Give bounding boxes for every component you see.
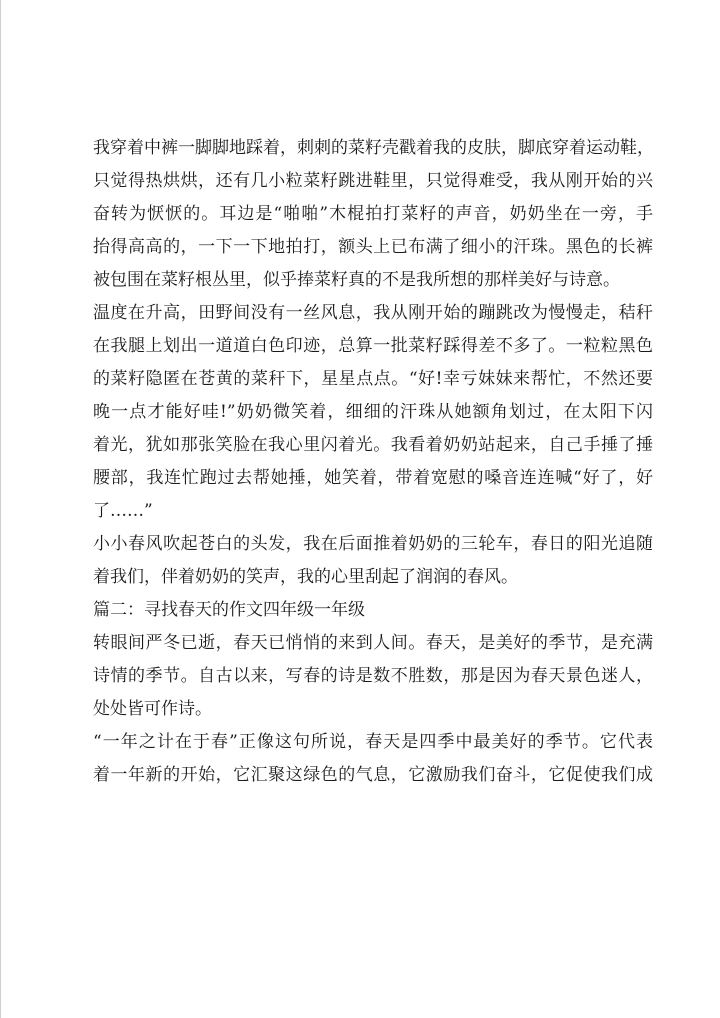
text-line: “一年之计在于春”正像这句所说，春天是四季中最美好的季节。它代表 (93, 732, 653, 752)
document-body (93, 132, 653, 792)
text-line: 处处皆可作诗。 (93, 699, 212, 719)
text-line: 的菜籽隐匿在苍黄的菜秆下，星星点点。“好!幸亏妹妹来帮忙，不然还要 (93, 369, 653, 389)
text-line: 着一年新的开始，它汇聚这绿色的气息，它激励我们奋斗，它促使我们成 (93, 765, 653, 785)
section-title: 篇二：寻找春天的作文四年级一年级 (93, 600, 365, 620)
text-line: 只觉得热烘烘，还有几小粒菜籽跳进鞋里，只觉得难受，我从刚开始的兴 (93, 171, 653, 191)
paragraph-rising-temperature (93, 297, 653, 528)
text-line: 小小春风吹起苍白的头发，我在后面推着奶奶的三轮车，春日的阳光追随 (93, 534, 653, 554)
text-line: 在我腿上划出一道道白色印迹，总算一批菜籽踩得差不多了。一粒粒黑色 (93, 336, 653, 356)
section-heading (93, 594, 653, 627)
text-line: 着我们，伴着奶奶的笑声，我的心里刮起了润润的春风。 (93, 567, 518, 587)
text-line: 着光，犹如那张笑脸在我心里闪着光。我看着奶奶站起来，自己手捶了捶 (93, 435, 653, 455)
paragraph-spring-arrives (93, 627, 653, 726)
paragraph-year-plan (93, 726, 653, 792)
text-line: 抬得高高的，一下一下地拍打，额头上已布满了细小的汗珠。黑色的长裤 (93, 237, 653, 257)
paragraph-treading-rapeseed (93, 132, 653, 297)
text-line: 被包围在菜籽根丛里，似乎捧菜籽真的不是我所想的那样美好与诗意。 (93, 270, 620, 290)
text-line: 温度在升高，田野间没有一丝风息，我从刚开始的蹦跳改为慢慢走，秸秆 (93, 303, 653, 323)
text-line: 转眼间严冬已逝，春天已悄悄的来到人间。春天，是美好的季节，是充满 (93, 633, 653, 653)
text-line: 腰部，我连忙跑过去帮她捶，她笑着，带着宽慰的嗓音连连喊“好了，好 (93, 468, 653, 488)
text-line: 诗情的季节。自古以来，写春的诗是数不胜数，那是因为春天景色迷人， (93, 666, 653, 686)
text-line: 晚一点才能好哇!”奶奶微笑着，细细的汗珠从她额角划过，在太阳下闪 (93, 402, 653, 422)
text-line: 我穿着中裤一脚脚地踩着，刺刺的菜籽壳戳着我的皮肤，脚底穿着运动鞋， (93, 138, 654, 158)
text-line: 了……” (93, 501, 153, 521)
paragraph-spring-breeze (93, 528, 653, 594)
text-line: 奋转为恹恹的。耳边是“啪啪”木棍拍打菜籽的声音，奶奶坐在一旁，手 (93, 204, 653, 224)
